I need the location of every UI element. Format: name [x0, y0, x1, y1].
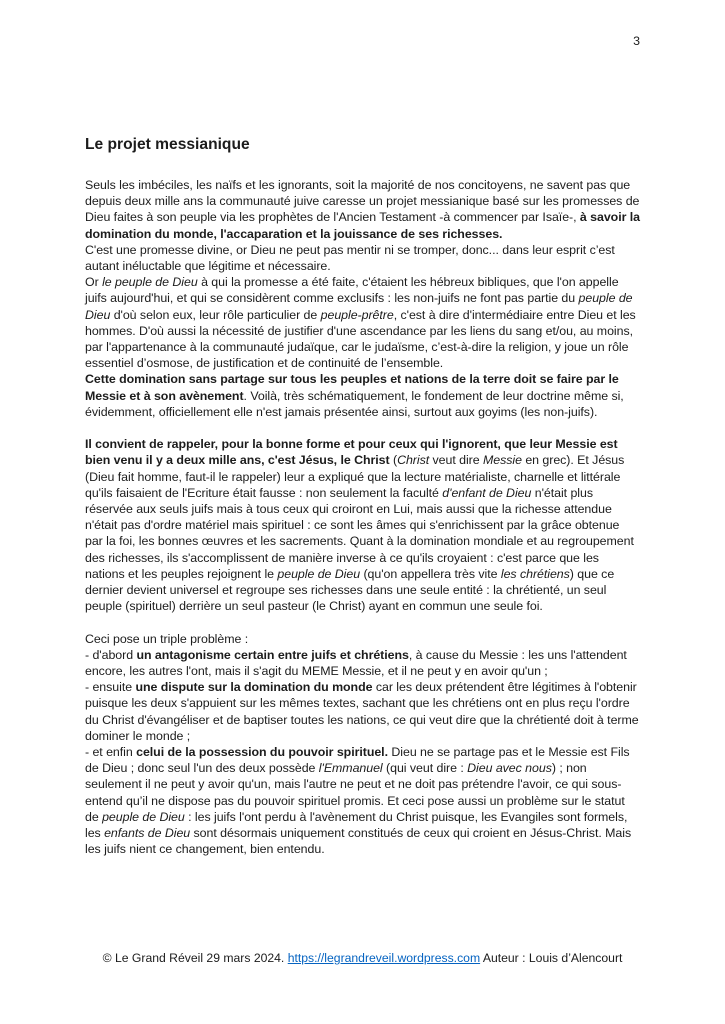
text-run: n'était plus réservée aux seuls juifs mais à tous ceux qui croiront en Lui, mais aussi que la richesse attendue n'était pas d'ordre matériel mais spirituel : ce sont les âmes qui s'enrichissent par la grâce obtenue par la foi, les bonnes œuvres et les sacrements. Quant à la domination mondiale et au regroupement des richesses, ils s'accomplissent de manière inverse à ce qu'ils croyaient : c'est parce que les nations et les peuples rejoignent le [85, 485, 634, 581]
text-run: l'Emmanuel [318, 761, 383, 776]
text-run: sont désormais uniquement constitués de ceux qui croient en Jésus-Christ. Mais les juifs nient ce changement, bien entendu. [85, 826, 632, 857]
text-run: , c'est à dire d'intermédiaire entre Dieu et les hommes. D'où aussi la nécessité de justifier d'une ascendance par les liens du sang et/ou, au moins, par l'appartenance à la communauté judaïque, car le judaïsme, c’est-à-dire la religion, y joue un rôle essentiel d’osmose, de justification et de continuité de l’ensemble. [85, 307, 636, 371]
text-run: C'est une promesse divine, or Dieu ne peut pas mentir ni se tromper, donc... dans leur esprit c’est autant inéluctable que légitime et nécessaire. [85, 242, 615, 274]
para-pouvoir-spirituel [85, 744, 640, 857]
footer [0, 950, 725, 966]
text-run: Dieu ne se partage pas et le Messie est Fils de Dieu ; donc seul l'un des deux possède [85, 745, 630, 776]
para-rappel-messie [85, 436, 640, 614]
text-run: enfants de Dieu [104, 826, 191, 841]
text-run: à qui la promesse a été faite, c'étaient les hébreux bibliques, que l'on appelle juifs aujourd'hui, et qui se considèrent comme exclusifs : les non-juifs ne font pas partie du [85, 275, 619, 306]
footer-author-text: Auteur : Louis d’Alencourt [480, 951, 623, 965]
text-run: peuple de Dieu [102, 809, 185, 824]
text-run: . Voilà, très schématiquement, le fondement de leur doctrine même si, évidemment, officiellement elle n'est jamais présentée ainsi, surtout aux goyims (les non-juifs). [85, 388, 624, 419]
para-intro [85, 177, 640, 242]
document-body [85, 177, 640, 858]
footer-copyright-text: © Le Grand Réveil 29 mars 2024. [102, 951, 288, 965]
para-dispute [85, 679, 640, 744]
text-run: Dieu avec nous [467, 761, 552, 776]
page-title: Le projet messianique [85, 136, 250, 153]
text-run: car les deux prétendent être légitimes à l'obtenir puisque les deux s'appuient sur les mêmes textes, sachant que les chrétiens ont en plus reçu l'ordre du Christ d'évangéliser et de baptiser toutes les nations, ce qui veut dire que la chrétienté doit à terme dominer le monde ; [85, 680, 639, 743]
text-run: d'enfant de Dieu [442, 485, 532, 500]
text-run: d'où selon eux, leur rôle particulier de [110, 307, 321, 322]
para-domination [85, 371, 640, 420]
text-run: une dispute sur la domination du monde [135, 680, 373, 695]
text-run: à savoir la domination du monde, l'accaparation et la jouissance de ses richesses. [85, 210, 640, 241]
text-run: peuple-prêtre [320, 307, 394, 322]
text-run: - et enfin [85, 745, 137, 760]
text-run: Il convient de rappeler, pour la bonne forme et pour ceux qui l'ignorent, que leur Messie est bien venu il y a deux mille ans, c'est Jésus, le Christ [85, 437, 618, 468]
text-run: en grec). Et Jésus (Dieu fait homme, faut-il le rappeler) leur a expliqué que la lecture matérialiste, charnelle et littérale qu'ils faisaient de l'Ecriture était fausse : non seulement la faculté [85, 453, 625, 500]
para-antagonisme [85, 647, 640, 679]
page-number: 3 [633, 34, 640, 48]
para-triple-probleme [85, 631, 640, 647]
text-run: peuple de Dieu [85, 291, 633, 322]
text-run: , à cause du Messie : les uns l'attendent encore, les autres l'ont, mais il s'agit du MEME Messie, et il ne peut y en avoir qu'un ; [85, 647, 627, 679]
text-run: - ensuite [85, 680, 136, 695]
text-run: Cette domination sans partage sur tous les peuples et nations de la terre doit se faire par le Messie et à son avènement [85, 372, 619, 403]
text-run: : les juifs l'ont perdu à l'avènement du Christ puisque, les Evangiles sont formels, les [85, 809, 628, 841]
para-promesse [85, 242, 640, 274]
text-run: - d'abord [85, 647, 137, 662]
footer-link[interactable]: https://legrandreveil.wordpress.com [287, 951, 481, 965]
text-run: Ceci pose un triple problème : [85, 631, 249, 646]
text-run: Seuls les imbéciles, les naïfs et les ignorants, soit la majorité de nos concitoyens, ne savent pas que depuis deux mille ans la communauté juive caresse un projet messianique basé sur les promesses de Dieu faites à son peuple via les prophètes de l'Ancien Testament -à commencer par Isaïe-, [85, 178, 640, 225]
text-run: veut dire [429, 453, 483, 468]
text-run: le peuple de Dieu [102, 275, 198, 290]
text-run: ( [389, 453, 398, 468]
text-run: celui de la possession du pouvoir spirituel. [136, 745, 388, 760]
text-run: ) que ce dernier devient universel et regroupe ses richesses dans une seule entité : la chrétienté, un seul peuple (spirituel) derrière un seul pasteur (le Christ) ayant en commun une seule foi. [85, 566, 615, 614]
text-run: un antagonisme certain entre juifs et chrétiens [136, 647, 409, 662]
text-run: (qui veut dire : [382, 761, 468, 776]
text-run: les chrétiens [500, 566, 570, 581]
para-peuple-de-dieu [85, 274, 640, 371]
text-run: peuple de Dieu [277, 566, 361, 581]
text-run: Messie [482, 453, 522, 468]
text-run: ) ; non seulement il ne peut y avoir qu'un, mais l'autre ne peut et ne doit pas prétendre l'avoir, ce qui sous-entend qu’il ne dispose pas du pouvoir spirituel promis. Et ceci pose aussi un problème sur le statut de [85, 761, 625, 824]
text-run: (qu'on appellera très vite [360, 566, 501, 581]
text-run: Christ [397, 453, 430, 468]
text-run: Or [85, 275, 103, 290]
